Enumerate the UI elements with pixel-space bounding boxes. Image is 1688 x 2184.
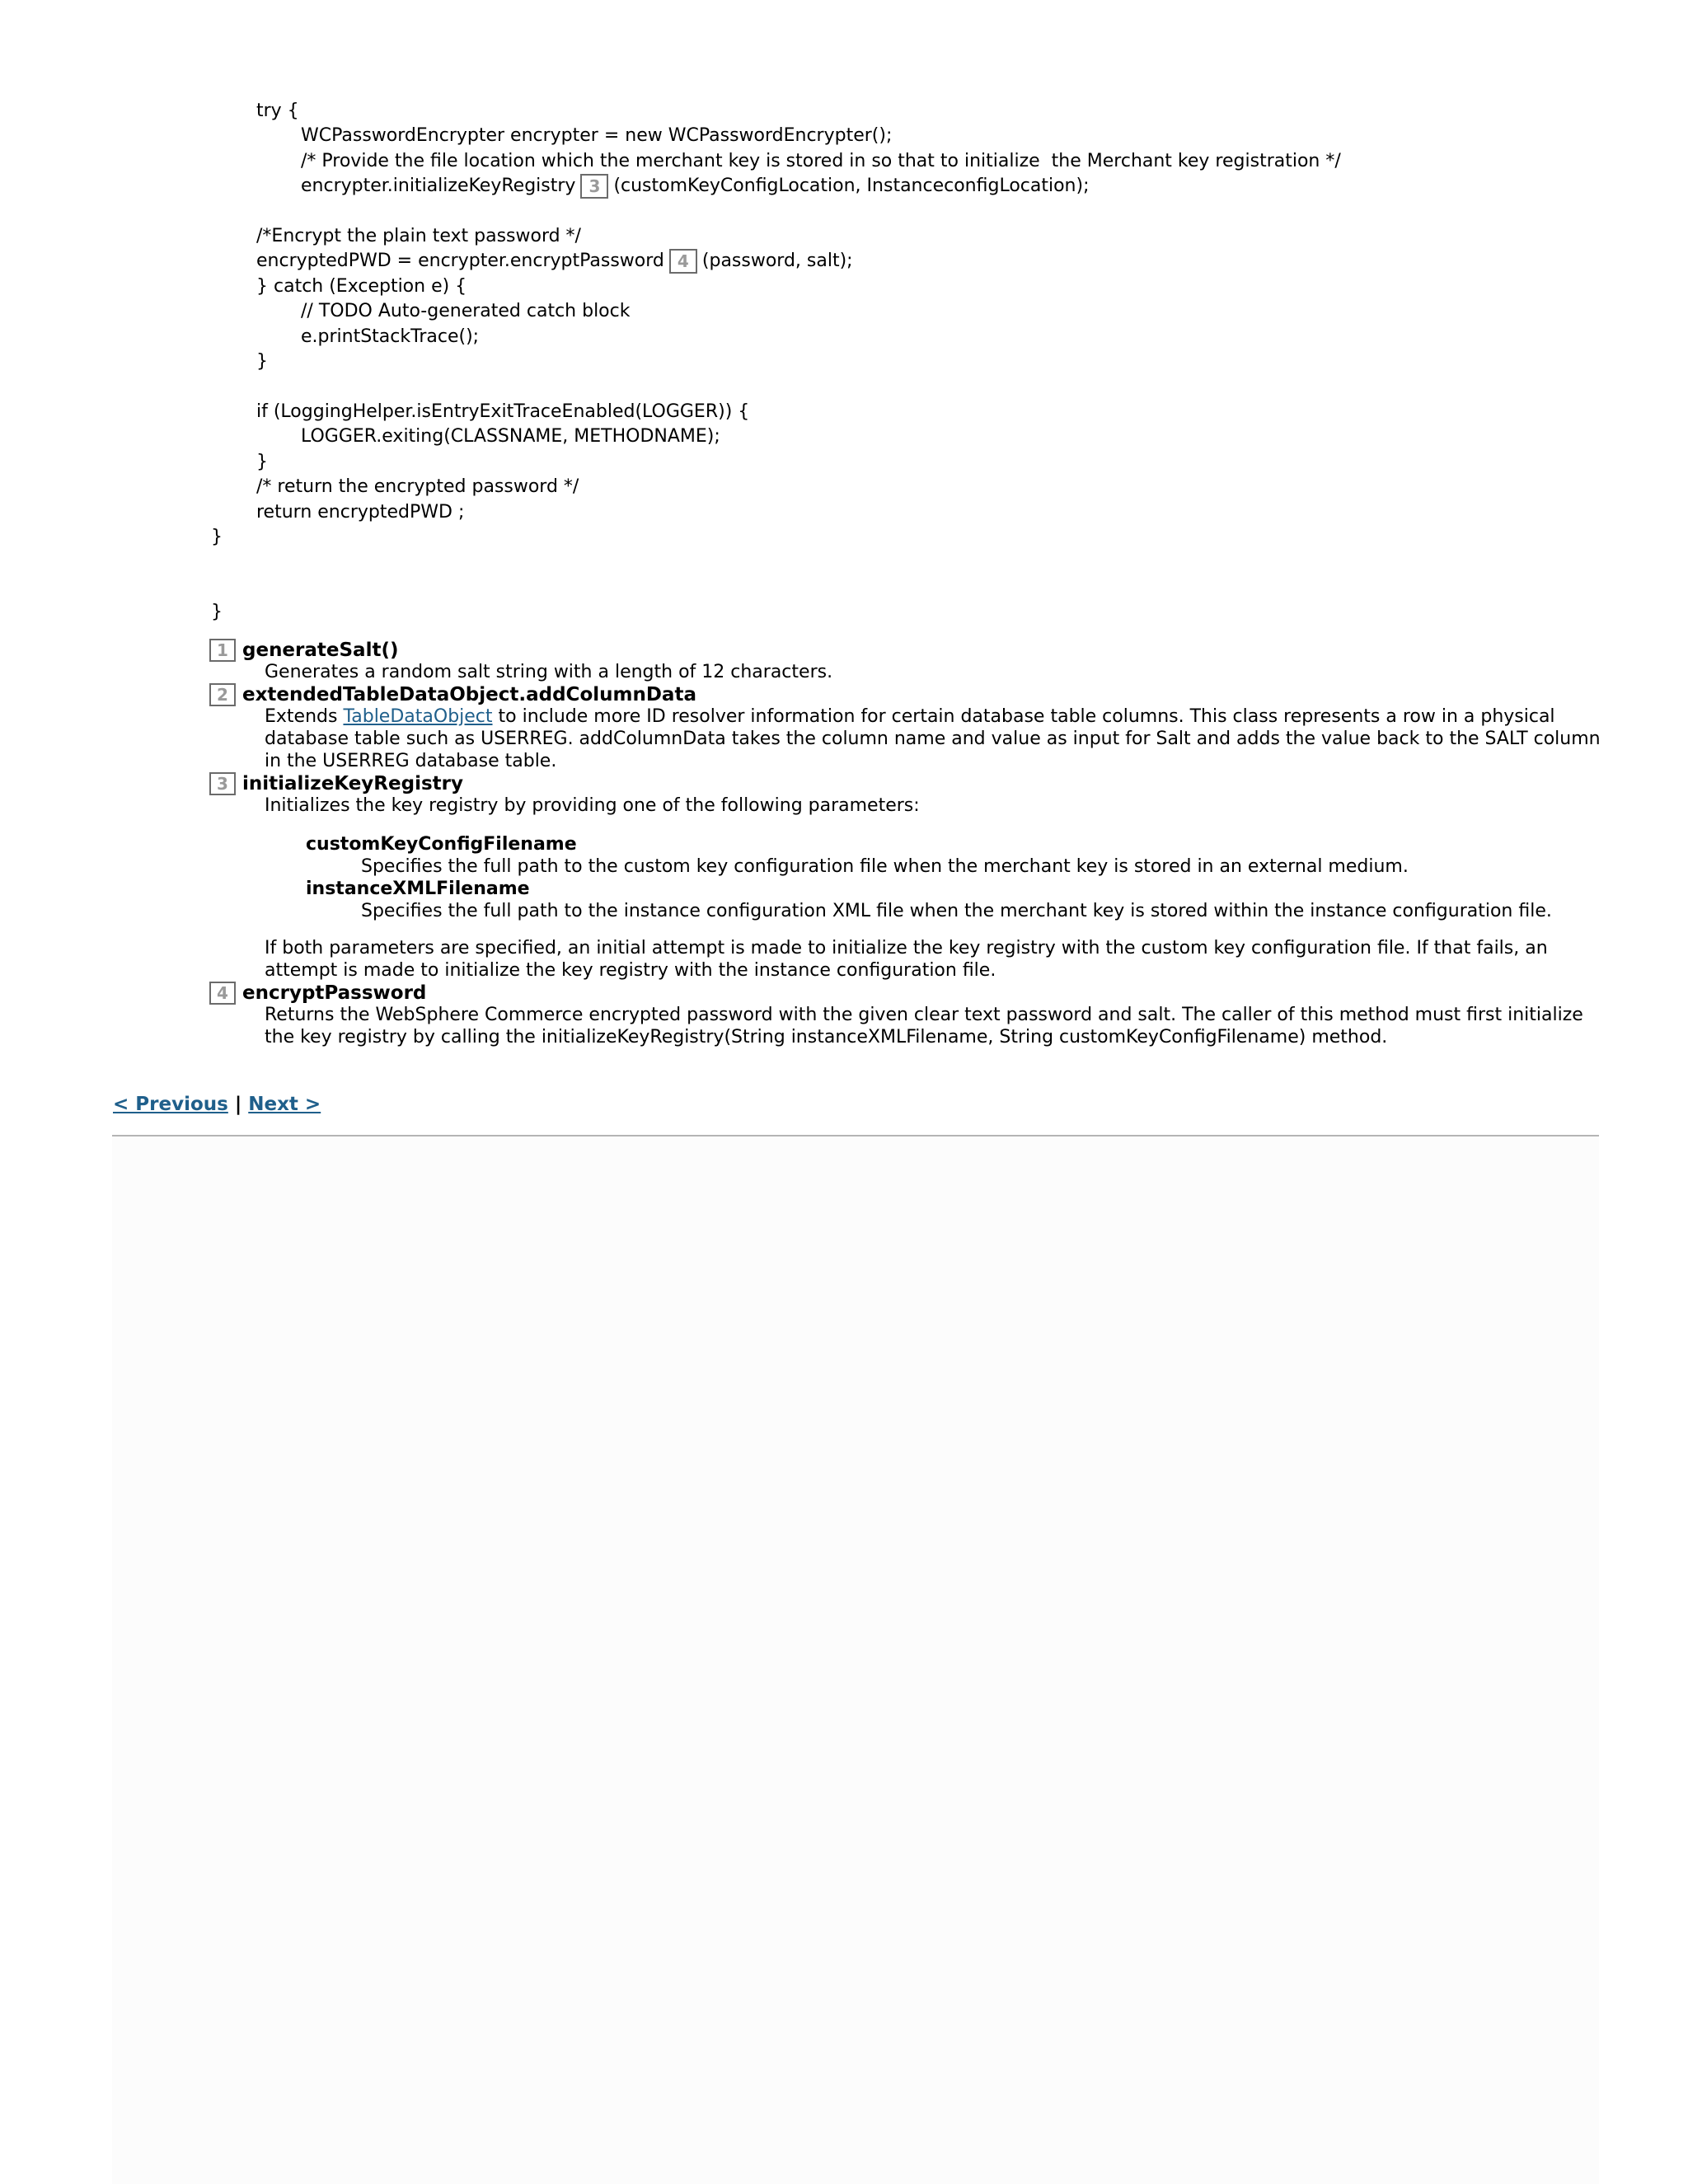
callout-marker-3: 3 — [209, 772, 236, 795]
code-line: /* return the encrypted password */ — [256, 476, 579, 497]
note-description: Generates a random salt string with a length of 12 characters. — [265, 662, 833, 682]
note-text: to include more ID resolver information for certain database table columns. This class represents a row in a physical database table such as USERREG. addColumnData takes the column name and value as input for Salt and adds the value back to the SALT column in the USERREG database table. — [265, 706, 1601, 771]
page-bottom-background — [112, 1137, 1599, 2184]
note-text: method. — [1306, 1027, 1388, 1047]
param-name: instanceXMLFilename — [306, 879, 530, 899]
code-text: (customKeyConfigLocation, InstanceconfigLocation); — [613, 176, 1090, 196]
inline-code: initializeKeyRegistry(String instanceXMLFilename, String customKeyConfigFilename) — [541, 1027, 1306, 1047]
note-description — [265, 705, 1611, 772]
code-text: encryptedPWD = encrypter.encryptPassword — [256, 251, 664, 271]
code-line — [301, 174, 1090, 199]
page-navigation — [113, 1094, 321, 1115]
note-description — [265, 1004, 1611, 1048]
callout-marker-2: 2 — [209, 683, 236, 706]
note-text: Extends — [265, 706, 344, 727]
code-line: } — [211, 527, 223, 547]
code-line: } — [256, 452, 268, 472]
callout-notes-list — [209, 639, 1611, 1048]
code-line: /*Encrypt the plain text password */ — [256, 226, 581, 246]
note-term: initializeKeyRegistry — [242, 772, 463, 794]
parameter-list — [306, 833, 1611, 922]
code-line — [256, 249, 853, 274]
code-line: if (LoggingHelper.isEntryExitTraceEnabled(LOGGER)) { — [256, 401, 750, 422]
code-line: e.printStackTrace(); — [301, 326, 480, 347]
tabledataobject-link[interactable]: TableDataObject — [343, 706, 493, 727]
previous-link[interactable]: < Previous — [113, 1094, 228, 1115]
note-term: generateSalt() — [242, 639, 399, 661]
code-line: try { — [256, 101, 299, 121]
note-3-head — [209, 772, 1611, 794]
code-line: /* Provide the file location which the merchant key is stored in so that to initialize the Merchant key registration */ — [301, 151, 1341, 171]
param-description: Specifies the full path to the instance configuration XML file when the merchant key is stored within the instance configuration file. — [361, 901, 1552, 921]
note-2-head — [209, 683, 1611, 705]
param-description: Specifies the full path to the custom key configuration file when the merchant key is stored in an external medium. — [361, 856, 1409, 877]
code-line: // TODO Auto-generated catch block — [301, 301, 631, 321]
callout-marker-1: 1 — [209, 639, 236, 662]
note-term: encryptPassword — [242, 982, 427, 1004]
code-text: (password, salt); — [701, 251, 853, 271]
note-4-head — [209, 982, 1611, 1004]
code-text: encrypter.initializeKeyRegistry — [301, 176, 576, 196]
code-line: } — [256, 351, 268, 372]
code-line: } — [211, 602, 223, 622]
note-description: Initializes the key registry by providing one of the following parameters: — [265, 795, 920, 816]
note-1-head — [209, 639, 1611, 661]
callout-marker-4: 4 — [209, 982, 236, 1005]
callout-marker-4: 4 — [669, 249, 697, 274]
note-description: If both parameters are specified, an initial attempt is made to initialize the key registry with the custom key configuration file. If that fails, an attempt is made to initialize the key registry with the instance configuration file. — [265, 938, 1548, 981]
callout-marker-3: 3 — [580, 174, 608, 199]
nav-separator: | — [234, 1094, 242, 1115]
next-link[interactable]: Next > — [248, 1094, 321, 1115]
code-line: } catch (Exception e) { — [256, 276, 467, 297]
code-line: WCPasswordEncrypter encrypter = new WCPasswordEncrypter(); — [301, 125, 893, 146]
note-term: extendedTableDataObject.addColumnData — [242, 683, 696, 705]
horizontal-rule — [112, 1135, 1599, 1137]
code-line: return encryptedPWD ; — [256, 502, 465, 523]
code-line: LOGGER.exiting(CLASSNAME, METHODNAME); — [301, 426, 720, 447]
note-text: Returns the WebSphere Commerce encrypted password with the given clear text password and salt. The caller of this method must first initialize the key registry by calling the — [265, 1005, 1583, 1047]
param-name: customKeyConfigFilename — [306, 834, 577, 855]
